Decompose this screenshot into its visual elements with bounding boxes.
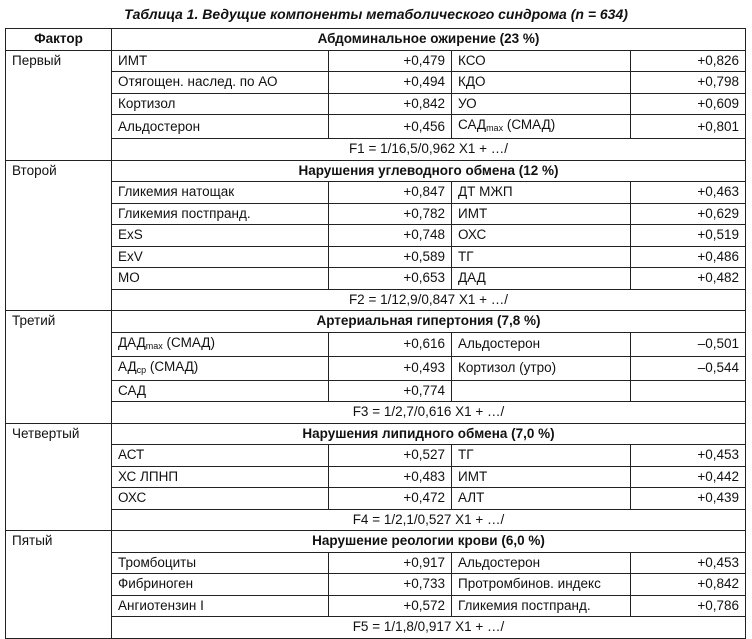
left-component-name: ExS [112, 225, 329, 247]
left-loading-value: +0,847 [329, 182, 452, 204]
table-row [6, 72, 746, 94]
factor-name: Первый [6, 50, 112, 160]
left-loading-value: +0,653 [329, 268, 452, 290]
factor-name: Пятый [6, 531, 112, 639]
left-loading-value: +0,527 [329, 445, 452, 467]
right-component-name [452, 380, 631, 402]
right-loading-value [631, 380, 746, 402]
component-name-suffix: (СМАД) [162, 334, 215, 350]
right-component-name [452, 115, 631, 139]
right-component-name: КСО [452, 50, 631, 72]
formula-row [6, 509, 746, 531]
right-loading-value: +0,826 [631, 50, 746, 72]
right-loading-value: +0,486 [631, 246, 746, 268]
table-row [6, 380, 746, 402]
factor-formula: F2 = 1/12,9/0,847 X1 + …/ [112, 289, 746, 311]
left-component-name: ХС ЛПНП [112, 466, 329, 488]
component-name-main: ДАД [118, 334, 146, 350]
left-loading-value: +0,472 [329, 488, 452, 510]
table-row [6, 50, 746, 72]
left-component-name: Гликемия натощак [112, 182, 329, 204]
factor-name: Второй [6, 160, 112, 311]
left-component-name [112, 356, 329, 380]
table-row [6, 268, 746, 290]
left-component-name: ИМТ [112, 50, 329, 72]
left-loading-value: +0,494 [329, 72, 452, 94]
left-loading-value: +0,748 [329, 225, 452, 247]
factor-formula: F1 = 1/16,5/0,962 X1 + …/ [112, 139, 746, 161]
section-title: Нарушение реологии крови (6,0 %) [112, 531, 746, 553]
right-component-name: ОХС [452, 225, 631, 247]
factor-formula: F4 = 1/2,1/0,527 X1 + …/ [112, 509, 746, 531]
left-loading-value: +0,616 [329, 332, 452, 356]
right-loading-value: +0,439 [631, 488, 746, 510]
table-caption: Таблица 1. Ведущие компоненты метаболического синдрома (n = 634) [124, 6, 628, 22]
right-component-name: Альдостерон [452, 332, 631, 356]
table-row [6, 225, 746, 247]
component-name-main: САД [458, 117, 487, 132]
table-row [6, 595, 746, 617]
right-loading-value: +0,463 [631, 182, 746, 204]
metabolic-syndrome-table [5, 28, 746, 639]
section-title-row [6, 160, 746, 182]
left-component-name: Отягощен. наслед. по АО [112, 72, 329, 94]
factor-name: Четвертый [6, 423, 112, 531]
left-loading-value: +0,733 [329, 574, 452, 596]
right-component-name: ИМТ [452, 203, 631, 225]
right-loading-value: +0,842 [631, 574, 746, 596]
right-component-name: ИМТ [452, 466, 631, 488]
section-title-row [6, 531, 746, 553]
component-name-subscript: max [145, 340, 163, 351]
formula-row [6, 617, 746, 639]
right-component-name: ТГ [452, 445, 631, 467]
left-loading-value: +0,456 [329, 115, 452, 139]
factor-name: Третий [6, 311, 112, 424]
right-loading-value: +0,609 [631, 93, 746, 115]
right-component-name: ТГ [452, 246, 631, 268]
table-row [6, 93, 746, 115]
left-component-name: Альдостерон [112, 115, 329, 139]
right-component-name: Альдостерон [452, 552, 631, 574]
section-title: Нарушения углеводного обмена (12 %) [112, 160, 746, 182]
left-loading-value: +0,842 [329, 93, 452, 115]
table-row [6, 332, 746, 356]
left-component-name: Тромбоциты [112, 552, 329, 574]
table-row [6, 552, 746, 574]
factor-column-header: Фактор [6, 29, 112, 51]
table-row [6, 574, 746, 596]
left-loading-value: +0,782 [329, 203, 452, 225]
right-component-name: Гликемия постпранд. [452, 595, 631, 617]
right-component-name: УО [452, 93, 631, 115]
right-loading-value: +0,482 [631, 268, 746, 290]
table-row [6, 488, 746, 510]
left-loading-value: +0,589 [329, 246, 452, 268]
section-title: Нарушения липидного обмена (7,0 %) [112, 423, 746, 445]
table-row [6, 115, 746, 139]
section-title: Абдоминальное ожирение (23 %) [112, 29, 746, 51]
table-row [6, 445, 746, 467]
right-component-name: ДТ МЖП [452, 182, 631, 204]
left-component-name: ОХС [112, 488, 329, 510]
left-component-name: САД [112, 380, 329, 402]
formula-row [6, 139, 746, 161]
header-row [6, 29, 746, 51]
formula-row [6, 402, 746, 424]
left-loading-value: +0,493 [329, 356, 452, 380]
right-loading-value: +0,453 [631, 552, 746, 574]
left-loading-value: +0,774 [329, 380, 452, 402]
right-component-name: ДАД [452, 268, 631, 290]
right-loading-value: +0,798 [631, 72, 746, 94]
left-loading-value: +0,917 [329, 552, 452, 574]
table-body [6, 29, 746, 639]
left-component-name: Гликемия постпранд. [112, 203, 329, 225]
left-loading-value: +0,483 [329, 466, 452, 488]
left-loading-value: +0,479 [329, 50, 452, 72]
right-loading-value: +0,519 [631, 225, 746, 247]
factor-formula: F5 = 1/1,8/0,917 X1 + …/ [112, 617, 746, 639]
right-loading-value: +0,629 [631, 203, 746, 225]
section-title-row [6, 311, 746, 333]
table-row [6, 182, 746, 204]
left-component-name: Кортизол [112, 93, 329, 115]
factor-formula: F3 = 1/2,7/0,616 X1 + …/ [112, 402, 746, 424]
left-component-name: АСТ [112, 445, 329, 467]
left-component-name [112, 332, 329, 356]
table-row [6, 466, 746, 488]
right-component-name: КДО [452, 72, 631, 94]
right-loading-value: –0,544 [631, 356, 746, 380]
right-loading-value: +0,453 [631, 445, 746, 467]
right-component-name: Кортизол (утро) [452, 356, 631, 380]
table-row [6, 246, 746, 268]
right-loading-value: +0,442 [631, 466, 746, 488]
section-title-row [6, 423, 746, 445]
component-name-suffix: (СМАД) [146, 358, 199, 374]
right-loading-value: –0,501 [631, 332, 746, 356]
table-row [6, 356, 746, 380]
right-component-name: Протромбинов. индекс [452, 574, 631, 596]
left-component-name: МО [112, 268, 329, 290]
right-loading-value: +0,801 [631, 115, 746, 139]
right-loading-value: +0,786 [631, 595, 746, 617]
left-component-name: Фибриноген [112, 574, 329, 596]
table-row [6, 203, 746, 225]
component-name-suffix: (СМАД) [503, 117, 556, 132]
section-title: Артериальная гипертония (7,8 %) [112, 311, 746, 333]
component-name-main: АД [118, 358, 137, 374]
formula-row [6, 289, 746, 311]
component-name-subscript: ср [136, 364, 147, 375]
left-loading-value: +0,572 [329, 595, 452, 617]
left-component-name: Ангиотензин I [112, 595, 329, 617]
component-name-subscript: max [486, 123, 504, 133]
left-component-name: ExV [112, 246, 329, 268]
right-component-name: АЛТ [452, 488, 631, 510]
